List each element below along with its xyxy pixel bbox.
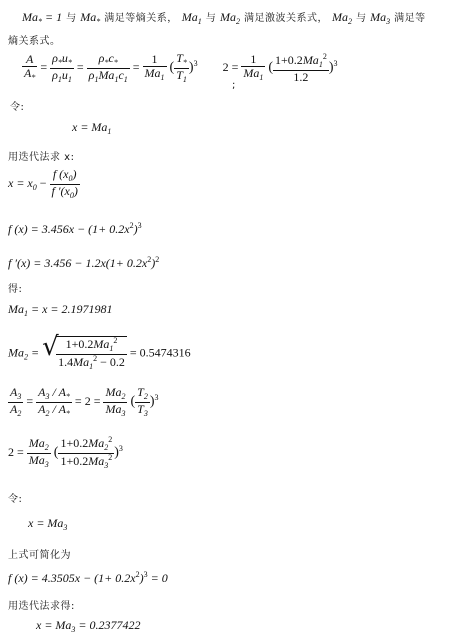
frac-t: $\frac{T_*}{T_1}$ (176, 51, 187, 84)
frac-t2-t3: $\frac{T_2}{T_3}$ (137, 385, 148, 418)
frac-ma2-ma3-b: $\frac{Ma_2}{Ma_3}$ (28, 436, 49, 469)
eq-final: $x = Ma_3 = 0.2377422$ (36, 618, 141, 634)
eq-ma1-value: $Ma_1 = x = 2.1971981$ (8, 302, 113, 318)
iteration-result-label: 用迭代法求得: (8, 601, 75, 612)
semicolon-mark: ; (232, 80, 236, 91)
intro-text-f: 满足等 (394, 13, 426, 24)
eq-x-ma1-text: x = Ma (72, 120, 108, 134)
intro-text-d: 满足激波关系式， (243, 13, 328, 24)
frac-rho-u: $\frac{\rho_*u_*}{\rho_1u_1}$ (52, 51, 72, 84)
iteration-label: 用迭代法求 x: (8, 152, 75, 163)
eq-two: 2 = $\frac{Ma_2}{Ma_3}$ ( $\frac{1+0.2Ma_2^2}{1+0.2Ma_3^2}$ )$^3$ (8, 435, 123, 470)
eq-ma2: $Ma_2$ = √ $\frac{1+0.2Ma_1^2}{1.4Ma_1^2 - 0.2}$ = 0.5474316 (8, 332, 191, 371)
frac-rho-c: $\frac{\rho_*c_*}{\rho_1Ma_1c_1}$ (88, 51, 128, 84)
ma2-text-2: $Ma_2$ (331, 10, 352, 26)
ling-label-2: 令: (8, 494, 23, 505)
intro-text-a: 与 (66, 13, 81, 24)
frac-ma1-sq: $\frac{1+0.2Ma_1^2}{1.2}$ (275, 51, 327, 84)
eq-fpx: f $'(x) = 3.456 - 1.2x(1+ 0.2x^2)^2$ (8, 255, 160, 270)
simplify-label: 上式可简化为 (8, 550, 71, 561)
frac-one-ma1-b: $\frac{1}{Ma_1}$ (243, 52, 264, 83)
equation-area-ratio: $\frac{A}{A_*}$ = $\frac{\rho_*u_*}{\rho_1u_1}$ = $\frac{\rho_*c_*}{\rho_1Ma_1c_1}$ = $\frac{1}{Ma_1}$ ( $\frac{T_*}{T_1}$ )$^3$ 2 = $\frac{1}{Ma_1}$ ( $\frac{1+0.2Ma_1^2}{1.2}$ )$^3$ (24, 51, 338, 84)
frac-f-fp: $\frac{f (x_0)}{f '(x_0)}$ (51, 167, 78, 200)
ma1-text: $Ma_1$ (181, 10, 202, 26)
eq-fx: f $(x) = 3.456x - (1+ 0.2x^2)^3$ (8, 221, 142, 236)
ma2-text: $Ma_2$ (219, 10, 240, 26)
eq-x-ma3-text: x = Ma (28, 516, 64, 530)
eq-x-ma3: $x = Ma_3$ (28, 516, 68, 532)
intro-line-2: 熵关系式。 (8, 36, 61, 47)
frac-a-astar: $\frac{A}{A_*}$ (24, 52, 36, 83)
ma3-text: $Ma_3$ (370, 10, 391, 26)
frac-ma-sq: $\frac{1+0.2Ma_2^2}{1+0.2Ma_3^2}$ (60, 435, 113, 470)
ma-star-text: $Ma_* = 1$ (22, 10, 63, 26)
intro-line-1 (22, 8, 426, 26)
intro-text-b: 满足等熵关系， (104, 13, 178, 24)
eq-iteration: $x = x_0$ − $\frac{f (x_0)}{f '(x_0)}$ (8, 167, 78, 200)
sqrt-ma2: √ $\frac{1+0.2Ma_1^2}{1.4Ma_1^2 - 0.2}$ (42, 332, 125, 371)
intro-text-c: 与 (205, 13, 220, 24)
ma-star-text-2: $Ma_*$ (80, 10, 101, 26)
frac-a3-a2-star: $\frac{A_3 / A_*}{A_2 / A_*}$ (38, 385, 70, 418)
eq-fx-2: f $(x) = 4.3505x - (1+ 0.2x^2)^3 = 0$ (8, 570, 168, 585)
eq-x-ma1: $x = Ma_1$ (72, 120, 112, 136)
frac-a3-a2: $\frac{A_3}{A_2}$ (10, 385, 22, 418)
frac-ma2-ma3: $\frac{Ma_2}{Ma_3}$ (105, 385, 126, 418)
intro-text-e: 与 (355, 13, 371, 24)
ling-label-1: 令: (10, 102, 25, 113)
frac-one-ma1: $\frac{1}{Ma_1}$ (144, 52, 165, 83)
de-label-1: 得: (8, 284, 23, 295)
eq-area-ratio-2: $\frac{A_3}{A_2}$ = $\frac{A_3 / A_*}{A_2 / A_*}$ = 2 = $\frac{Ma_2}{Ma_3}$ ( $\frac{T_2}{T_3}$ )$^3$ (10, 385, 159, 418)
